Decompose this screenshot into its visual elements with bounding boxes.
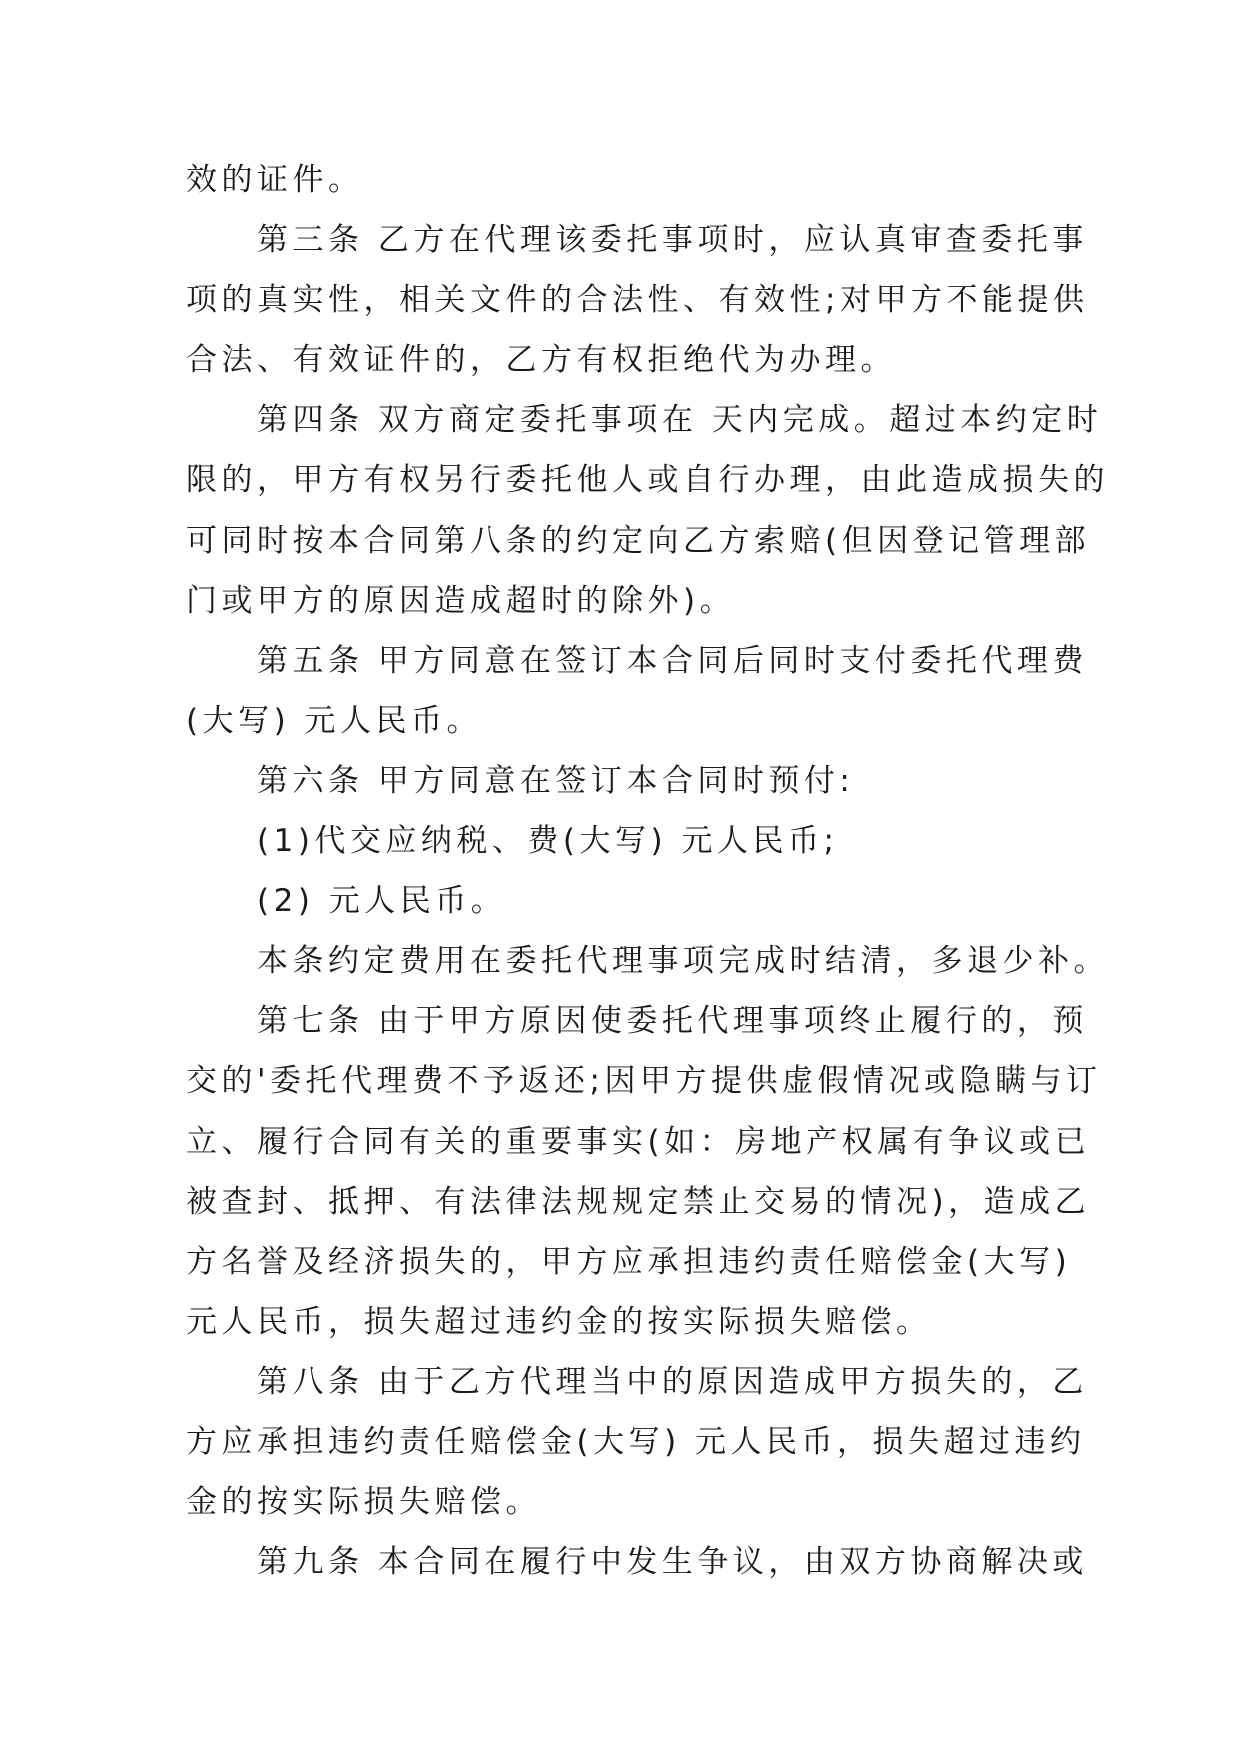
text-line: 第六条 甲方同意在签订本合同时预付: <box>257 762 855 799</box>
text-line: 元人民币，损失超过违约金的按实际损失赔偿。 <box>186 1303 932 1340</box>
text-line: (2) 元人民币。 <box>257 883 507 920</box>
text-line: (1)代交应纳税、费(大写) 元人民币; <box>257 823 839 860</box>
text-line: 第五条 甲方同意在签订本合同后同时支付委托代理费 <box>257 642 1088 679</box>
text-line: 第三条 乙方在代理该委托事项时，应认真审查委托事 <box>257 222 1088 259</box>
text-line: 第八条 由于乙方代理当中的原因造成甲方损失的，乙 <box>257 1363 1088 1400</box>
text-line: 可同时按本合同第八条的约定向乙方索赔(但因登记管理部 <box>186 522 1091 559</box>
text-line: (大写) 元人民币。 <box>186 702 483 739</box>
text-line: 限的，甲方有权另行委托他人或自行办理，由此造成损失的 <box>186 462 1109 499</box>
text-line: 合法、有效证件的，乙方有权拒绝代为办理。 <box>186 342 896 379</box>
text-line: 方名誉及经济损失的，甲方应承担违约责任赔偿金(大写) <box>186 1243 1072 1280</box>
text-line: 方应承担违约责任赔偿金(大写) 元人民币，损失超过违约 <box>186 1423 1086 1460</box>
text-line: 门或甲方的原因造成超时的除外)。 <box>186 582 736 619</box>
text-line: 第四条 双方商定委托事项在 天内完成。超过本约定时 <box>257 402 1103 439</box>
text-line: 交的'委托代理费不予返还;因甲方提供虚假情况或隐瞒与订 <box>186 1063 1102 1100</box>
text-line: 金的按实际损失赔偿。 <box>186 1484 541 1521</box>
text-line: 立、履行合同有关的重要事实(如：房地产权属有争议或已 <box>186 1123 1091 1160</box>
text-line: 效的证件。 <box>186 162 364 198</box>
text-line: 第九条 本合同在履行中发生争议，由双方协商解决或 <box>257 1544 1088 1581</box>
text-line: 被查封、抵押、有法律法规规定禁止交易的情况)，造成乙 <box>186 1183 1091 1220</box>
text-line: 本条约定费用在委托代理事项完成时结清，多退少补。 <box>257 943 1109 980</box>
contract-text-block <box>186 150 1109 1592</box>
text-line: 第七条 由于甲方原因使委托代理事项终止履行的，预 <box>257 1003 1088 1040</box>
text-line: 项的真实性，相关文件的合法性、有效性;对甲方不能提供 <box>186 282 1089 319</box>
